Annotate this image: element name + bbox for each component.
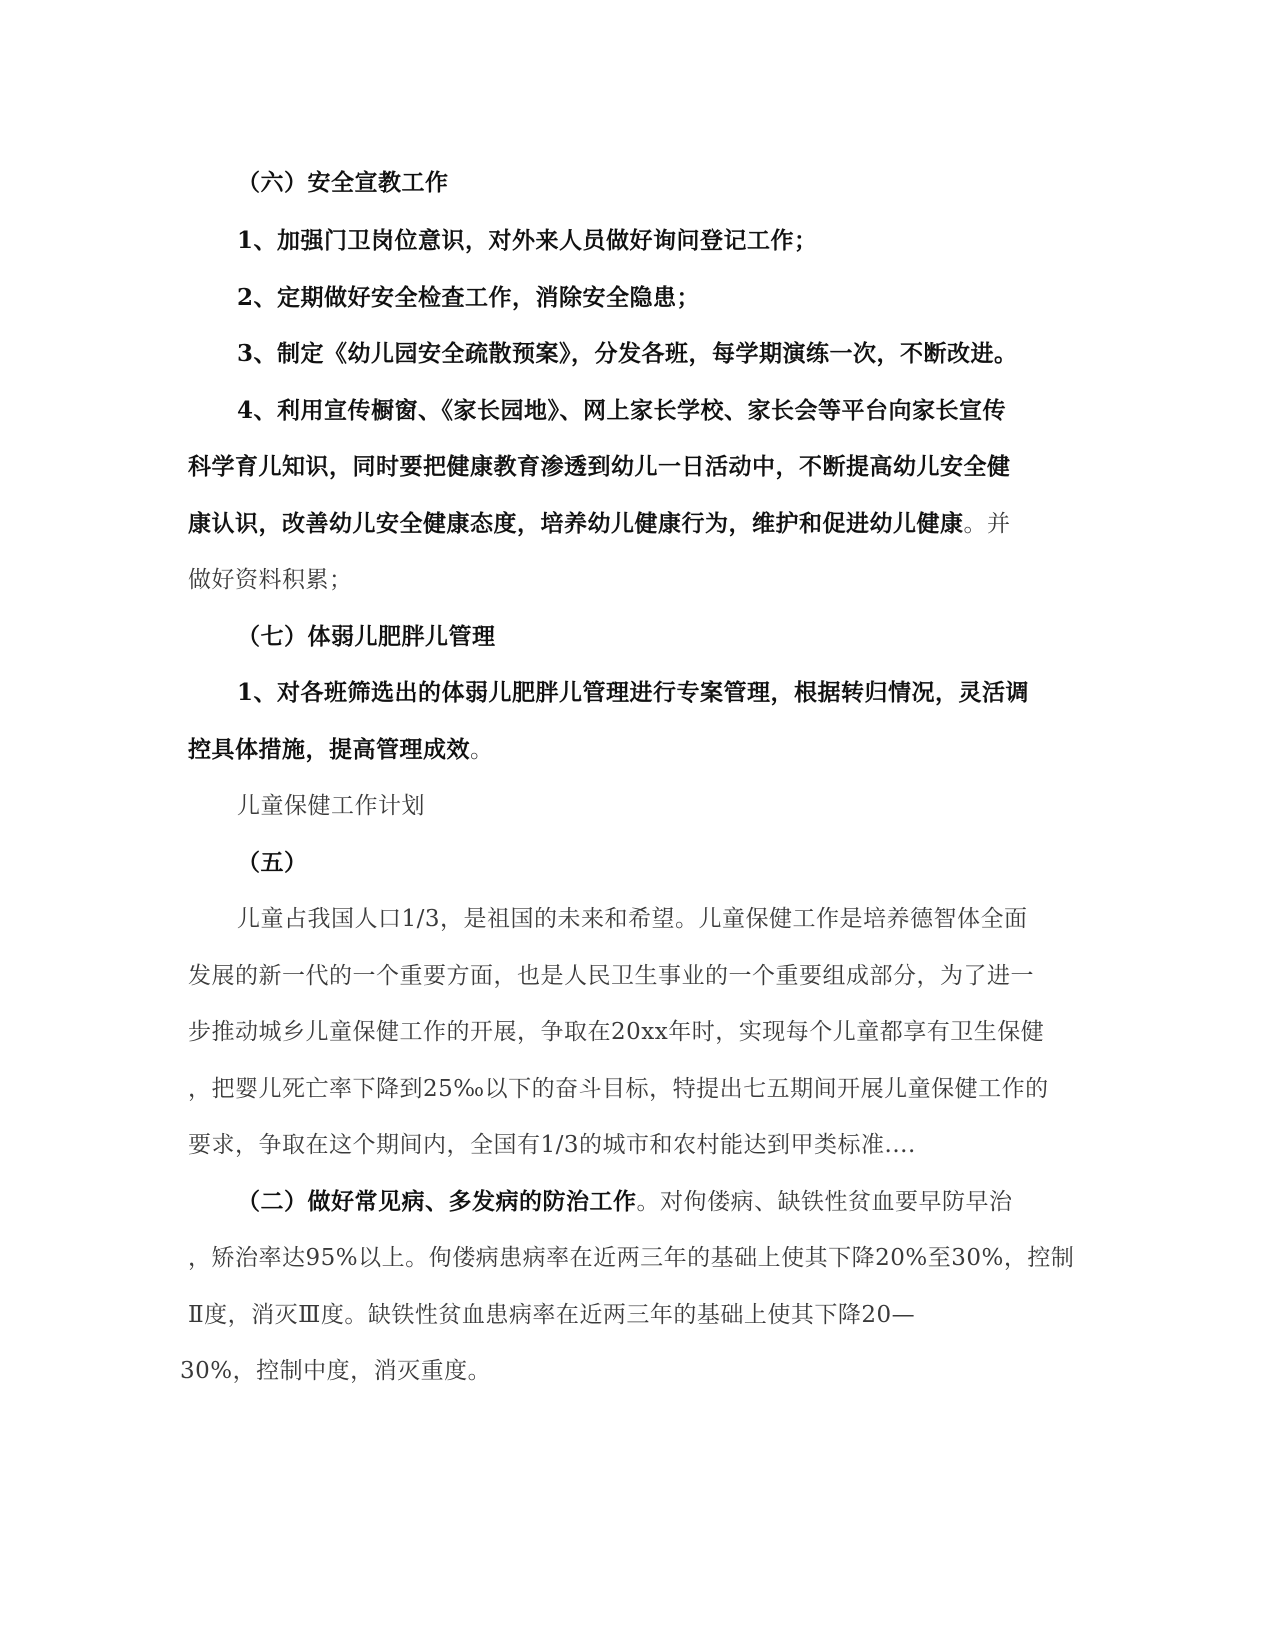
plan-paragraph-1-line-4: ，把婴儿死亡率下降到25‰以下的奋斗目标，特提出七五期间开展儿童保健工作的 bbox=[188, 1076, 1049, 1102]
section-6-item-4-line-2: 科学育儿知识，同时要把健康教育渗透到幼儿一日活动中，不断提高幼儿安全健 bbox=[188, 453, 1011, 480]
plan-paragraph-2-line-1-bold: （二）做好常见病、多发病的防治工作 bbox=[237, 1188, 637, 1215]
section-7-item-1-line-1: 1、对各班筛选出的体弱儿肥胖儿管理进行专案管理，根据转归情况，灵活调 bbox=[237, 679, 1030, 706]
section-6-item-3: 3、制定《幼儿园安全疏散预案》，分发各班，每学期演练一次，不断改进。 bbox=[237, 340, 1018, 367]
plan-paragraph-2-line-2: ，矫治率达95%以上。佝偻病患病率在近两三年的基础上使其下降20%至30%，控制 bbox=[188, 1245, 1075, 1271]
section-7-item-1-line-2-rest: 。 bbox=[470, 737, 494, 763]
section-7-heading: （七）体弱儿肥胖儿管理 bbox=[237, 623, 496, 650]
plan-paragraph-2-line-3: Ⅱ度，消灭Ⅲ度。缺铁性贫血患病率在近两三年的基础上使其下降20— bbox=[188, 1302, 916, 1328]
section-6-item-4-line-3-rest: 。并 bbox=[963, 511, 1011, 537]
section-6-item-4-line-3 bbox=[188, 509, 1088, 539]
plan-title: 儿童保健工作计划 bbox=[237, 793, 425, 819]
plan-paragraph-1-line-5: 要求，争取在这个期间内，全国有1/3的城市和农村能达到甲类标准.... bbox=[188, 1132, 916, 1158]
section-6-item-2: 2、定期做好安全检查工作，消除安全隐患； bbox=[237, 284, 701, 311]
plan-paragraph-1-line-2: 发展的新一代的一个重要方面，也是人民卫生事业的一个重要组成部分，为了进一 bbox=[188, 963, 1034, 989]
plan-subtitle: （五） bbox=[237, 849, 308, 876]
plan-paragraph-1-line-1: 儿童占我国人口1/3，是祖国的未来和希望。儿童保健工作是培养德智体全面 bbox=[237, 906, 1028, 932]
section-6-item-4-line-3-bold: 康认识，改善幼儿安全健康态度，培养幼儿健康行为，维护和促进幼儿健康 bbox=[188, 510, 964, 537]
plan-paragraph-2-line-1 bbox=[237, 1187, 1137, 1217]
section-6-heading: （六）安全宣教工作 bbox=[237, 169, 449, 196]
plan-paragraph-2-line-4: 30%，控制中度，消灭重度。 bbox=[180, 1358, 492, 1384]
section-6-item-4-line-1: 4、利用宣传橱窗、《家长园地》、网上家长学校、家长会等平台向家长宣传 bbox=[237, 397, 1007, 424]
section-6-item-1: 1、加强门卫岗位意识，对外来人员做好询问登记工作； bbox=[237, 227, 818, 254]
plan-paragraph-2-line-1-rest: 。对佝偻病、缺铁性贫血要早防早治 bbox=[636, 1189, 1013, 1215]
section-7-item-1-line-2-bold: 控具体措施，提高管理成效 bbox=[188, 736, 470, 763]
section-7-item-1-line-2 bbox=[188, 735, 1088, 765]
plan-paragraph-1-line-3: 步推动城乡儿童保健工作的开展，争取在20xx年时，实现每个儿童都享有卫生保健 bbox=[188, 1019, 1045, 1045]
section-6-item-4-line-4: 做好资料积累； bbox=[188, 567, 353, 593]
